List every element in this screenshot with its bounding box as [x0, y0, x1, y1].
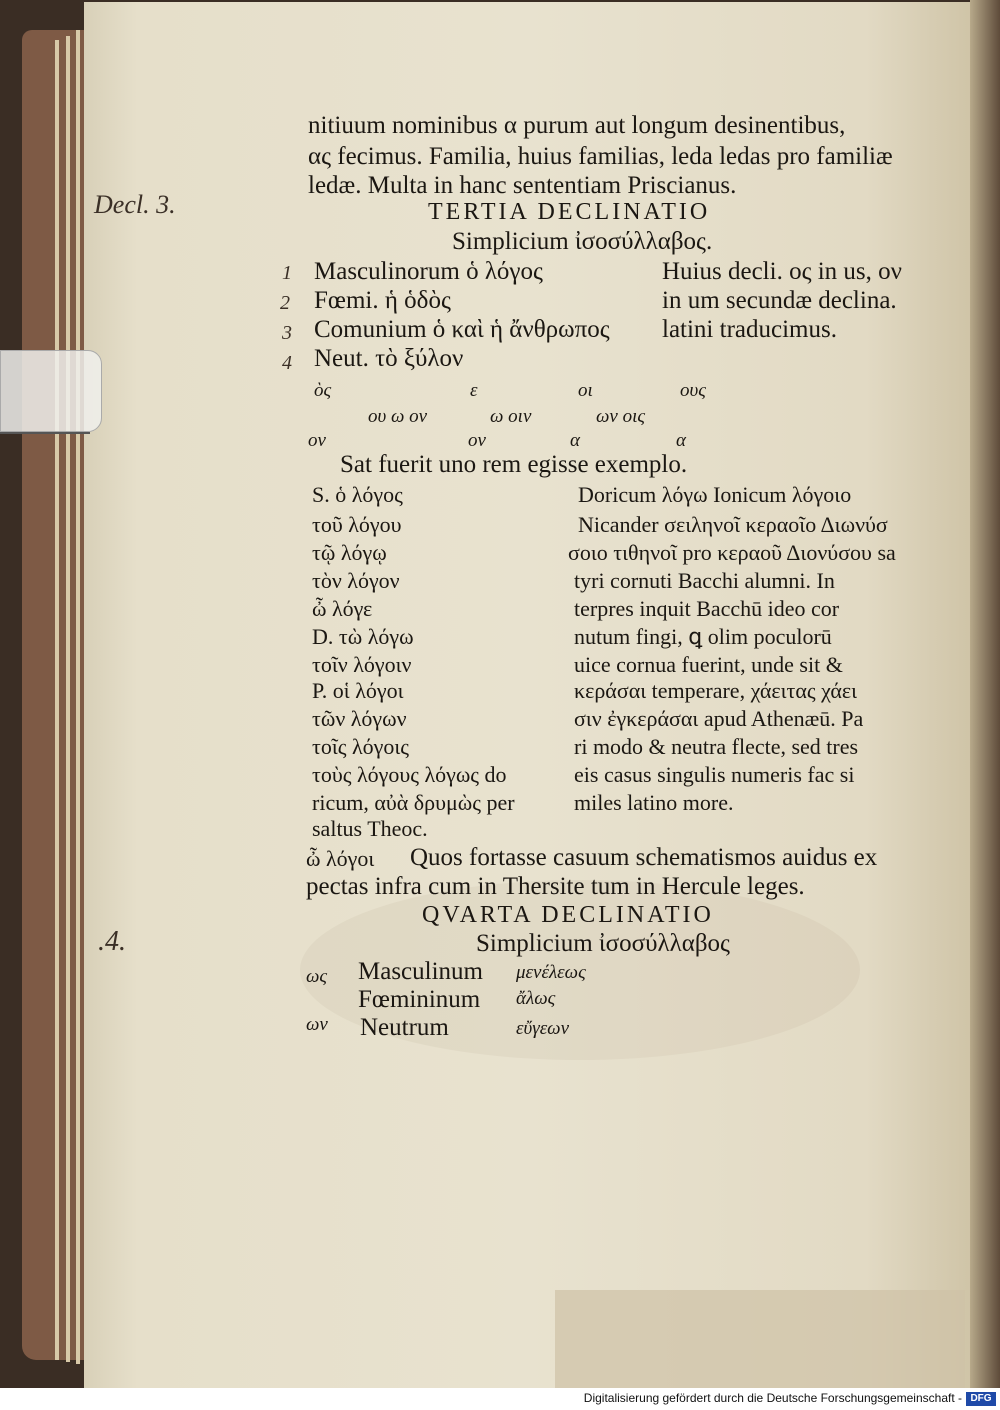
text-line: miles latino more. — [574, 790, 734, 815]
tab-shadow — [0, 432, 90, 434]
text-line: in um secundæ declina. — [662, 287, 897, 314]
ending: οι — [578, 380, 593, 401]
text-line: ri modo & neutra flecte, sed tres — [574, 734, 859, 759]
paradigm-form: P. οἱ λόγοι — [312, 678, 404, 703]
text-line: pectas infra cum in Thersite tum in Hercule leges. — [306, 873, 805, 900]
margin-note: .4. — [98, 926, 126, 957]
text-line: κεράσαι temperare, χάειτας χάει — [574, 678, 858, 703]
paradigm-form: S. ὁ λόγος — [312, 482, 403, 507]
paradigm-form: τοῦ λόγου — [312, 512, 402, 537]
ending: ω οιν — [490, 406, 532, 427]
gender-line: Comunium ὁ καὶ ἡ ἄνθρωπος — [314, 316, 610, 343]
page-edge — [55, 40, 59, 1360]
ending: α — [676, 430, 686, 451]
margin-number: 2 — [280, 292, 290, 314]
gender-line: Neut. τὸ ξύλον — [314, 345, 464, 372]
text-line: Nicander σειληνοῖ κεραοῖο Διωνύσ — [578, 512, 888, 537]
gender-line: Masculinorum ὁ λόγος — [314, 258, 543, 285]
paradigm-form: τοῖς λόγοις — [312, 734, 409, 759]
gender-line: Masculinum — [358, 958, 483, 985]
text-line: σιν ἐγκεράσαι apud Athenæū. Pa — [574, 706, 864, 731]
ending: ων οις — [596, 406, 646, 427]
paper-damage — [555, 1290, 965, 1388]
text-line: nitiuum nominibus α purum aut longum desinentibus, — [308, 112, 846, 139]
paradigm-form: ὦ λόγε — [312, 596, 373, 621]
dfg-logo: DFG — [966, 1392, 996, 1406]
paradigm-form: saltus Theoc. — [312, 816, 428, 841]
text-line: nutum fingi, ꝗ olim poculorū — [574, 624, 832, 649]
paradigm-form: τὸν λόγον — [312, 568, 400, 593]
paradigm-form: ricum, αὐὰ δρυμὼς per — [312, 790, 515, 815]
text-line: Quos fortasse casuum schematismos auidus ex — [410, 844, 878, 871]
text-line: terpres inquit Bacchū ideo cor — [574, 596, 840, 621]
paradigm-form: τοὺς λόγους λόγως do — [312, 762, 507, 787]
gender-line: Fœmininum — [358, 986, 481, 1013]
margin-number: 1 — [282, 262, 292, 284]
text-line: eis casus singulis numeris fac si — [574, 762, 855, 787]
paradigm-form: τῷ λόγῳ — [312, 540, 387, 565]
paper-tab — [0, 350, 102, 432]
gender-line: Neutrum — [360, 1014, 449, 1041]
ending: ως — [306, 966, 328, 987]
text-line: uice cornua fuerint, unde sit & — [574, 652, 843, 677]
greek-word: ἄλως — [516, 988, 556, 1009]
text-line: tyri cornuti Bacchi alumni. In — [574, 568, 835, 593]
text-line: ας fecimus. Familia, huius familias, leda ledas pro familiæ — [308, 143, 893, 170]
paradigm-form: τῶν λόγων — [312, 706, 407, 731]
page-edge — [76, 30, 80, 1364]
margin-note: Decl. 3. — [94, 190, 176, 219]
greek-word: μενέλεως — [516, 962, 586, 983]
ending: ους — [680, 380, 706, 401]
ending: ων — [306, 1014, 328, 1035]
text-line: Huius decli. ος in us, ον — [662, 258, 902, 285]
greek-word: εὔγεων — [516, 1018, 570, 1039]
margin-number: 3 — [282, 322, 292, 344]
section-heading: TERTIA DECLINATIO — [428, 199, 711, 225]
paradigm-form: D. τὼ λόγω — [312, 624, 414, 649]
page-edge — [66, 36, 70, 1362]
text-line: σοιο τιθηνοῖ pro κεραοῦ Διονύσου sa — [568, 540, 896, 565]
text-line: ledæ. Multa in hanc sententiam Priscianus. — [308, 172, 737, 199]
margin-number: 4 — [282, 352, 292, 374]
book-gutter — [970, 0, 1000, 1388]
gender-line: Fœmi. ἡ ὁδὸς — [314, 287, 451, 314]
ending: ου ω ον — [368, 406, 428, 427]
ending: α — [570, 430, 580, 451]
credit-bar — [0, 1388, 1000, 1410]
section-subheading: Simplicium ἰσοσύλλαβος — [476, 930, 730, 957]
paradigm-form: τοῖν λόγοιν — [312, 652, 412, 677]
credit-text: Digitalisierung gefördert durch die Deutsche Forschungsgemeinschaft - — [583, 1391, 962, 1405]
text-line: latini traducimus. — [662, 316, 837, 343]
paradigm-form: ὦ λόγοι — [306, 846, 375, 871]
ending: ὸς — [314, 380, 332, 401]
ending: ε — [470, 380, 478, 401]
ending: ον — [468, 430, 486, 451]
text-line: Sat fuerit uno rem egisse exemplo. — [340, 451, 688, 478]
section-subheading: Simplicium ἰσοσύλλαβος. — [452, 228, 713, 255]
section-heading: QVARTA DECLINATIO — [422, 902, 714, 928]
text-line: Doricum λόγω Ionicum λόγοιο — [578, 482, 852, 507]
ending: ον — [308, 430, 326, 451]
